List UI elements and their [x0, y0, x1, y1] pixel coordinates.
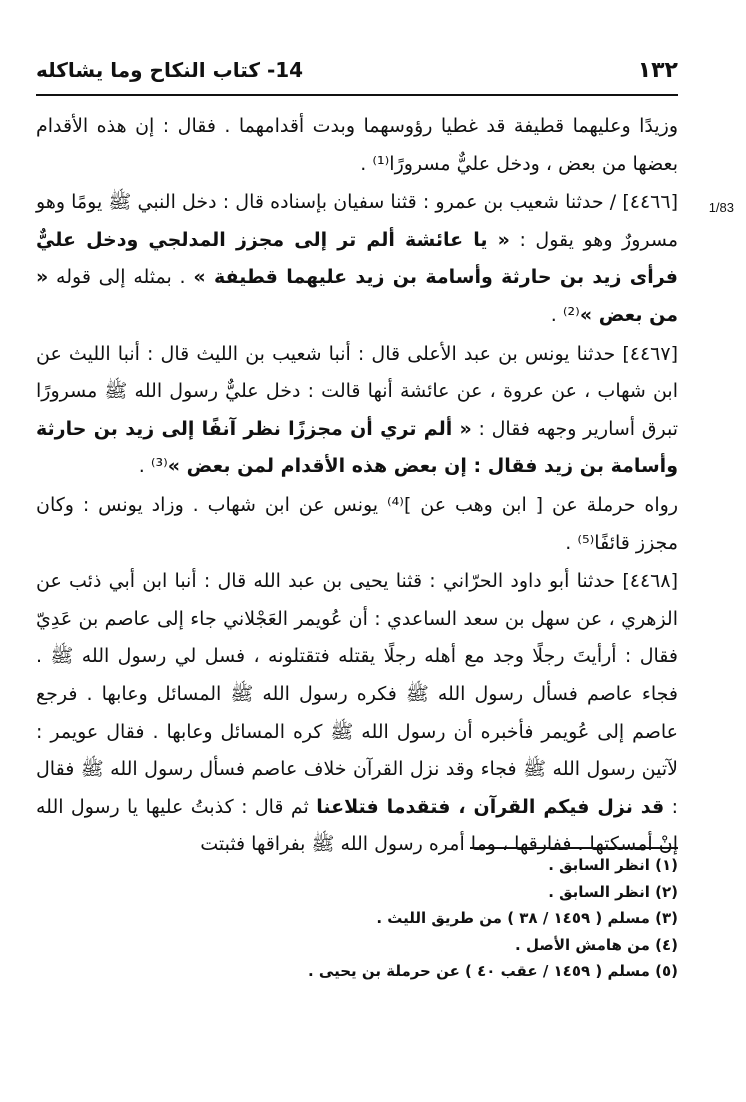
hadith-4467-ref: ⁽³⁾ . [138, 455, 168, 478]
hadith-4468-matn: قد نزل فيكم القرآن ، فتقدما فتلاعنا [316, 795, 665, 818]
page-number: ١٣٢ [637, 58, 678, 83]
paragraph-1 [36, 108, 678, 183]
chapter-title: 14- كتاب النكاح وما يشاكله [36, 58, 304, 82]
hadith-4466-note: . بمثله إلى قوله [48, 266, 194, 289]
hadith-4466-matn: « يا عائشة ألم تر إلى مجزز المدلجي ودخل عليٌّ فرأى زيد بن حارثة وأسامة بن زيد عليهما قطيفة » [36, 228, 678, 289]
footnote-4: (٤) من هامش الأصل . [515, 935, 678, 954]
riwaya-note-text: رواه حرملة عن [ ابن وهب عن ]⁽⁴⁾ يونس عن ابن شهاب . وزاد يونس : وكان مجزز قائفًا⁽⁵⁾ . [36, 493, 679, 554]
hadith-4466-isnad: [٤٤٦٦] / حدثنا شعيب بن عمرو : قثنا سفيان بإسناده قال : دخل النبي ﷺ يومًا وهو مسرورٌ وهو يقول : [36, 191, 679, 251]
margin-reference: 1/83 [708, 200, 734, 215]
hadith-4466-ref: ⁽²⁾ . [550, 303, 580, 326]
footnote-1: (١) انظر السابق . [548, 856, 678, 874]
hadith-4467-isnad: [٤٤٦٧] حدثنا يونس بن عبد الأعلى قال : أنبا شعيب بن الليث قال : أنبا الليث عن ابن شهاب ، عن عروة ، عن عائشة أنها قالت : دخل عليٌّ رسول الله ﷺ مسرورًا تبرق أسارير وجهه فقال : [36, 342, 679, 440]
footnote-3: (٣) مسلم ( ١٤٥٩ / ٣٨ ) من طريق الليث . [376, 909, 678, 928]
header-rule [36, 94, 678, 96]
hadith-4466 [36, 184, 678, 334]
hadith-4468-isnad: [٤٤٦٨] حدثنا أبو داود الحرّاني : قثنا يحيى بن عبد الله قال : أنبا ابن أبي ذئب عن الزهري ، عن سهل بن سعد الساعدي : أن عُويمر العَجْلاني جاء إلى عاصم بن عَدِيّ فقال : أرأيتَ رجلًا وجد مع أهله رجلًا يقتله فتقتلونه ، فسل لي رسول الله ﷺ . فجاء عاصم فسأل رسول الله ﷺ فكره رسول الله ﷺ المسائل وعابها . فرجع عاصم إلى عُويمر فأخبره أن رسول الله ﷺ كره المسائل وعابها . فقال عويمر : لآتين رسول الله ﷺ فجاء وقد نزل القرآن خلاف عاصم فسأل رسول الله ﷺ فقال : [36, 570, 678, 818]
footnote-separator [470, 847, 678, 849]
main-text [36, 108, 678, 864]
hadith-4468 [36, 563, 678, 864]
hadith-4467-matn: « ألم تري أن مجززًا نظر آنفًا إلى زيد بن حارثة وأسامة بن زيد فقال : إن بعض هذه الأقدام لمن بعض » [36, 417, 678, 478]
footnotes [36, 852, 678, 985]
paragraph-1-text: وزيدًا وعليهما قطيفة قد غطيا رؤوسهما وبدت أقدامهما . فقال : إن هذه الأقدام بعضها من بعض ، ودخل عليٌّ مسرورًا⁽¹⁾ . [36, 115, 678, 175]
hadith-4466-end: « من بعض » [36, 266, 678, 326]
riwaya-note [36, 487, 678, 562]
footnote-2: (٢) انظر السابق . [548, 882, 678, 901]
hadith-4467 [36, 336, 678, 486]
footnote-5: (٥) مسلم ( ١٤٥٩ / عقب ٤٠ ) عن حرملة بن يحيى . [307, 962, 678, 981]
hadith-4468-cont: ثم قال : كذبتُ عليها يا رسول الله إنْ أمسكتها . ففارقها ، وما أمره رسول الله ﷺ بفراقها فثبتت [36, 795, 678, 856]
